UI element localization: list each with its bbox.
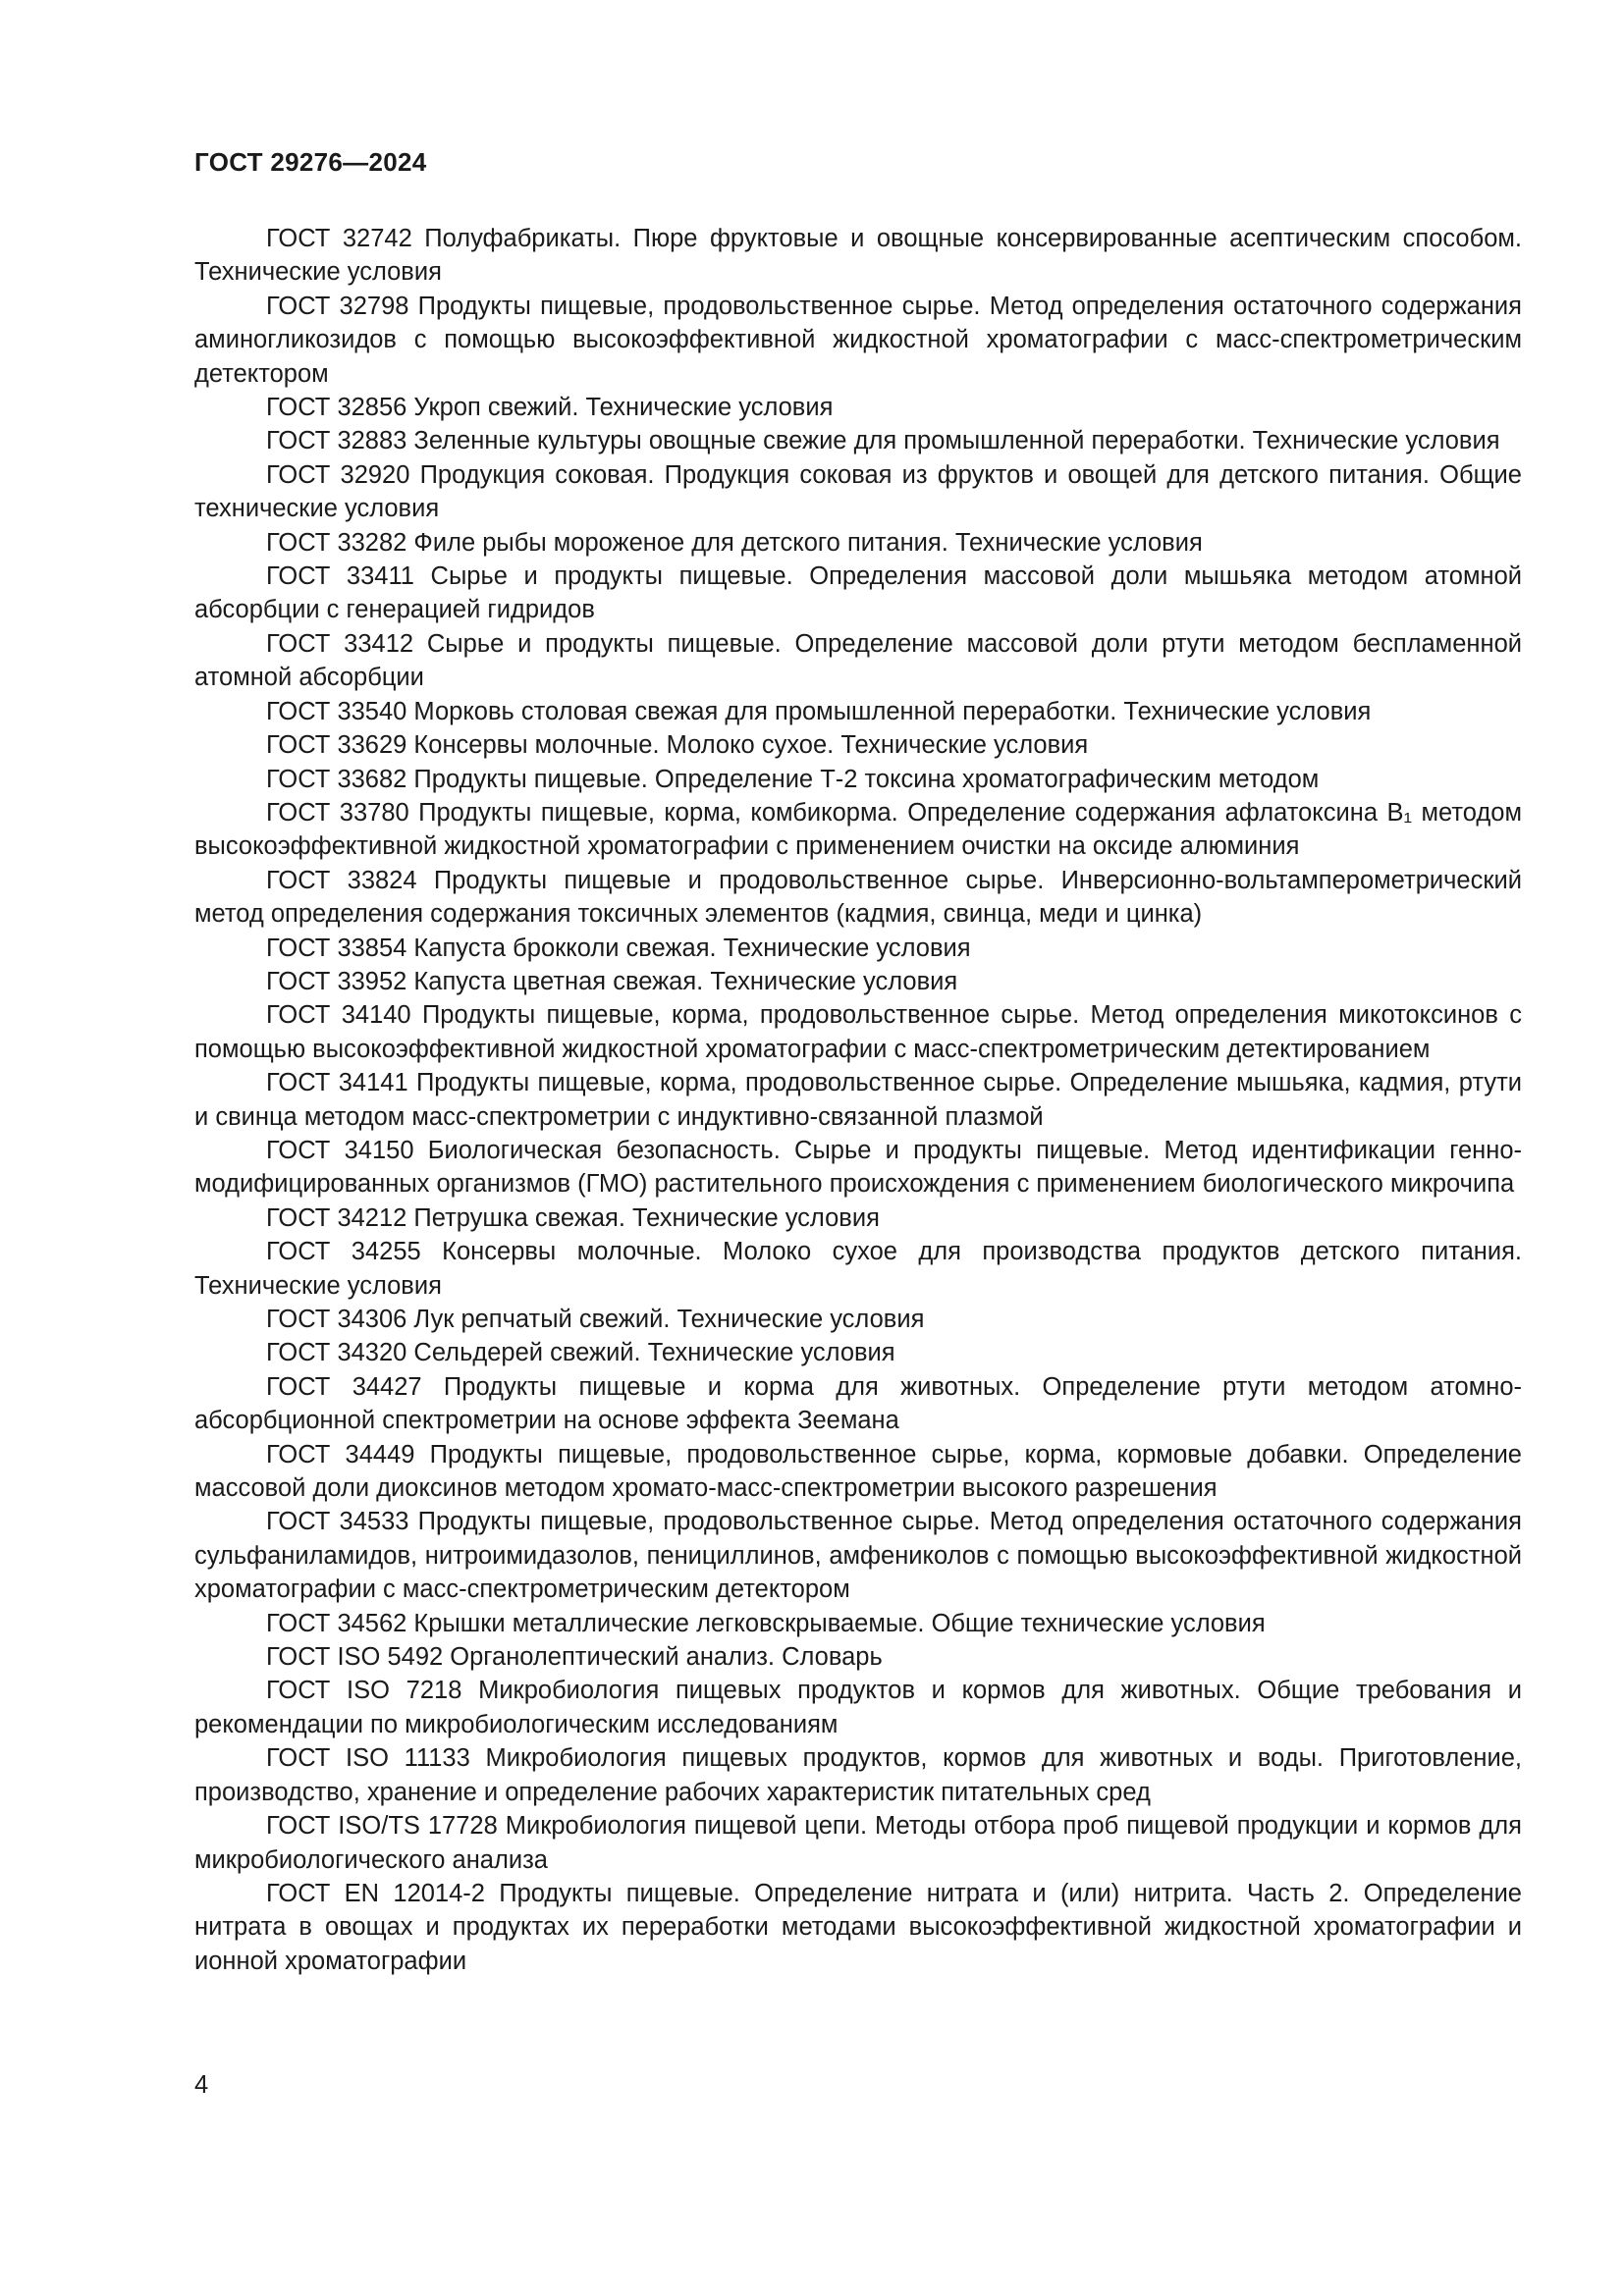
reference-entry: ГОСТ 32883 Зеленные культуры овощные свежие для промышленной переработки. Технические условия bbox=[266, 427, 1500, 455]
reference-entry: ГОСТ ISO 5492 Органолептический анализ. Словарь bbox=[266, 1643, 883, 1672]
reference-entry: ГОСТ 34255 Консервы молочные. Молоко сухое для производства продуктов детского питания. Технические условия bbox=[194, 1238, 1522, 1300]
reference-entry: ГОСТ 34306 Лук репчатый свежий. Технические условия bbox=[266, 1306, 925, 1333]
reference-entry: ГОСТ 34212 Петрушка свежая. Технические условия bbox=[266, 1203, 880, 1232]
reference-entry: ГОСТ 34562 Крышки металлические легковскрываемые. Общие технические условия bbox=[266, 1609, 1266, 1637]
reference-entry: ГОСТ 32742 Полуфабрикаты. Пюре фруктовые и овощные консервированные асептическим способом. Технические условия bbox=[194, 225, 1522, 287]
reference-entry: ГОСТ 34141 Продукты пищевые, корма, продовольственное сырье. Определение мышьяка, кадмия, ртути и свинца методом масс-спектрометрии с индуктивно-связанной плазмой bbox=[194, 1069, 1522, 1131]
reference-entry: ГОСТ 34150 Биологическая безопасность. Сырье и продукты пищевые. Метод идентификации генно-модифицированных организмов (ГМО) растительного происхождения с применением биологического микрочипа bbox=[194, 1136, 1522, 1199]
reference-entry: ГОСТ 32856 Укроп свежий. Технические условия bbox=[266, 394, 834, 422]
reference-entry: ГОСТ 32920 Продукция соковая. Продукция соковая из фруктов и овощей для детского питания. Общие технические условия bbox=[194, 460, 1522, 523]
reference-entry: ГОСТ 33629 Консервы молочные. Молоко сухое. Технические условия bbox=[266, 731, 1089, 760]
reference-entry: ГОСТ 33412 Сырье и продукты пищевые. Определение массовой доли ртути методом беспламенной атомной абсорбции bbox=[194, 629, 1522, 692]
reference-entry: ГОСТ 34320 Сельдерей свежий. Технические условия bbox=[266, 1339, 895, 1367]
reference-entry: ГОСТ 33682 Продукты пищевые. Определение Т-2 токсина хроматографическим методом bbox=[266, 765, 1320, 793]
reference-entry: ГОСТ 33854 Капуста брокколи свежая. Технические условия bbox=[266, 934, 971, 962]
reference-entry: ГОСТ 33824 Продукты пищевые и продовольственное сырье. Инверсионно-вольтамперометрический метод определения содержания токсичных элементов (кадмия, свинца, меди и цинка) bbox=[194, 866, 1522, 929]
reference-entry: ГОСТ 33952 Капуста цветная свежая. Технические условия bbox=[266, 967, 958, 995]
reference-entry: ГОСТ 34427 Продукты пищевые и корма для животных. Определение ртути методом атомно-абсорбционной спектрометрии на основе эффекта Зеемана bbox=[194, 1372, 1522, 1435]
reference-entry: ГОСТ 33540 Морковь столовая свежая для промышленной переработки. Технические условия bbox=[266, 697, 1372, 725]
page-number: 4 bbox=[194, 2071, 209, 2099]
reference-entry: ГОСТ 33411 Сырье и продукты пищевые. Определения массовой доли мышьяка методом атомной абсорбции с генерацией гидридов bbox=[194, 562, 1522, 624]
reference-entry: ГОСТ 34140 Продукты пищевые, корма, продовольственное сырье. Метод определения микотоксинов с помощью высокоэффективной жидкостной хроматографии с масс-спектрометрическим детектированием bbox=[194, 1001, 1522, 1063]
reference-entry: ГОСТ 34533 Продукты пищевые, продовольственное сырье. Метод определения остаточного содержания сульфаниламидов, нитроимидазолов, пенициллинов, амфениколов с помощью высокоэффективной жидкостной хроматографии с масс-спектрометрическим детектором bbox=[194, 1508, 1522, 1604]
normative-references-list bbox=[194, 222, 1522, 1978]
reference-entry: ГОСТ ISO/TS 17728 Микробиология пищевой цепи. Методы отбора проб пищевой продукции и кормов для микробиологического анализа bbox=[194, 1812, 1522, 1874]
reference-entry: ГОСТ ISO 7218 Микробиология пищевых продуктов и кормов для животных. Общие требования и рекомендации по микробиологическим исследованиям bbox=[194, 1677, 1522, 1738]
reference-entry: ГОСТ 34449 Продукты пищевые, продовольственное сырье, корма, кормовые добавки. Определение массовой доли диоксинов методом хромато-масс-спектрометрии высокого разрешения bbox=[194, 1440, 1522, 1503]
document-header-title: ГОСТ 29276—2024 bbox=[194, 147, 427, 177]
reference-entry: ГОСТ ISO 11133 Микробиология пищевых продуктов, кормов для животных и воды. Приготовление, производство, хранение и определение рабочих характеристик питательных сред bbox=[194, 1744, 1522, 1806]
reference-entry: ГОСТ 33282 Филе рыбы мороженое для детского питания. Технические условия bbox=[266, 528, 1203, 557]
reference-entry: ГОСТ EN 12014-2 Продукты пищевые. Определение нитрата и (или) нитрита. Часть 2. Определение нитрата в овощах и продуктах их переработки методами высокоэффективной жидкостной хроматографии и ионной хроматографии bbox=[194, 1879, 1522, 1975]
reference-entry: ГОСТ 32798 Продукты пищевые, продовольственное сырье. Метод определения остаточного содержания аминогликозидов с помощью высокоэффективной жидкостной хроматографии с масс-спектрометрическим детектором bbox=[194, 292, 1522, 388]
reference-entry: ГОСТ 33780 Продукты пищевые, корма, комбикорма. Определение содержания афлатоксина B₁ методом высокоэффективной жидкостной хроматографии с применением очистки на оксиде алюминия bbox=[194, 798, 1522, 861]
